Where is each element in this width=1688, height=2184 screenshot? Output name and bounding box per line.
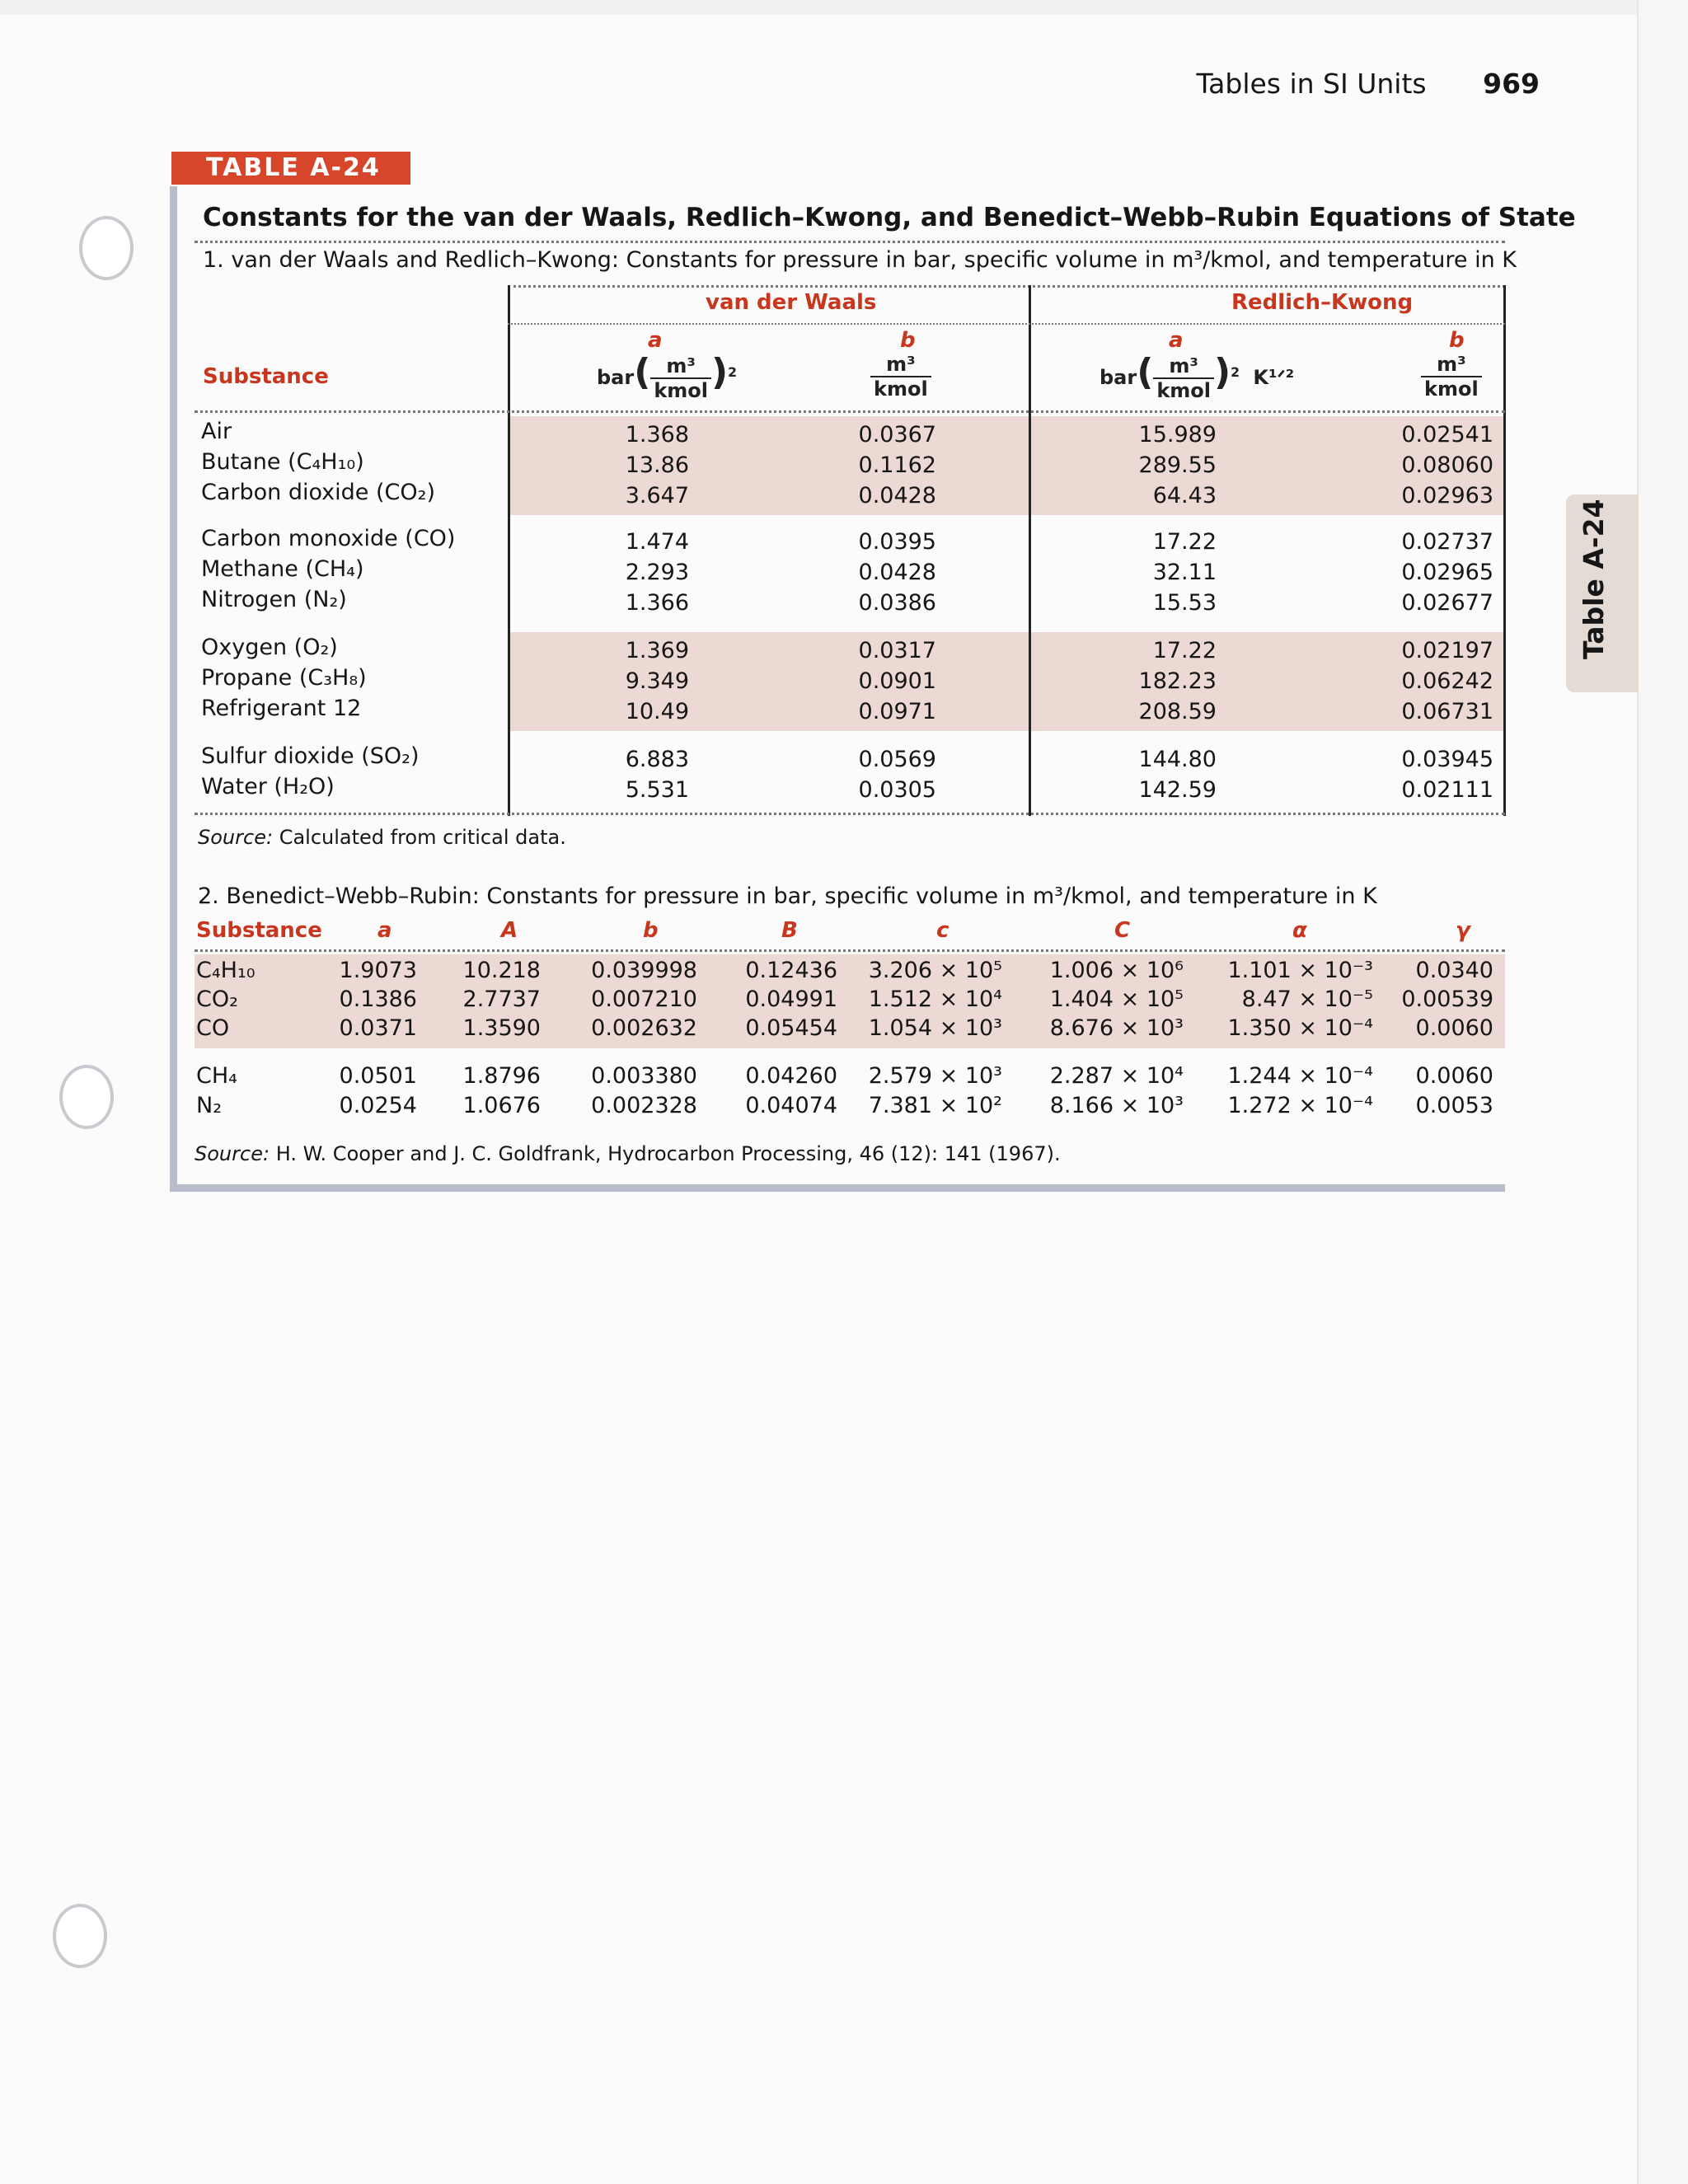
vdw-b-unit (870, 353, 931, 401)
group-rule (508, 323, 1505, 325)
section2-title: 2. Benedict–Webb–Rubin: Constants for pressure in bar, specific volume in m³/kmol, and temperature in K (198, 883, 1377, 909)
c-cell: 3.206 × 10⁵ (868, 958, 1002, 983)
rk-a-cell: 142.59 (1138, 777, 1217, 803)
col-A: A (501, 918, 518, 943)
substance-cell: Methane (CH₄) (201, 556, 364, 582)
substance-cell: Propane (C₃H₈) (201, 665, 367, 691)
rk-b-cell: 0.02677 (1401, 590, 1493, 616)
rk-a-cell: 17.22 (1152, 529, 1217, 555)
substance-cell: C₄H₁₀ (196, 958, 256, 983)
unit-bar: bar (597, 366, 635, 389)
gamma-cell: 0.0060 (1415, 1015, 1493, 1041)
B-cell: 0.04074 (745, 1093, 837, 1118)
B-cell: 0.04991 (745, 987, 837, 1012)
rk-a-cell: 144.80 (1138, 747, 1217, 772)
col-b: b (643, 918, 659, 943)
rk-a-symbol: a (1169, 328, 1184, 353)
group-vdw: van der Waals (706, 290, 877, 315)
gamma-cell: 0.0053 (1415, 1093, 1493, 1118)
side-tab-label: Table A-24 (1578, 499, 1610, 659)
A-cell: 10.218 (462, 958, 541, 983)
c-cell: 1.054 × 10³ (868, 1015, 1002, 1041)
col-substance: Substance (203, 364, 329, 389)
substance-cell: N₂ (196, 1093, 223, 1118)
vdw-b-cell: 0.1162 (858, 452, 936, 478)
vdw-b-symbol: b (900, 328, 916, 353)
substance-cell: Carbon monoxide (CO) (201, 526, 456, 551)
vdw-b-cell: 0.0428 (858, 560, 936, 585)
vdw-a-cell: 3.647 (625, 483, 689, 509)
vdw-a-unit: bar( $\frac{\text{m³}}{\text{kmol}}$ )$^2$ (597, 351, 737, 402)
alpha-cell: 1.244 × 10⁻⁴ (1227, 1063, 1373, 1089)
rk-b-cell: 0.02965 (1401, 560, 1493, 585)
A-cell: 2.7737 (462, 987, 541, 1012)
table1-bottom-rule (195, 813, 1505, 815)
vdw-b-cell: 0.0367 (858, 422, 936, 448)
a-cell: 0.0254 (339, 1093, 417, 1118)
col-c: c (936, 918, 950, 943)
rk-b-cell: 0.08060 (1401, 452, 1493, 478)
rk-b-cell: 0.06731 (1401, 699, 1493, 724)
unit-k: K¹ᐟ² (1253, 366, 1295, 389)
page-edge-right (1637, 0, 1688, 2184)
source-1 (198, 826, 566, 849)
b-cell: 0.002328 (591, 1093, 697, 1118)
rk-b-symbol: b (1449, 328, 1465, 353)
binder-hole-top (79, 216, 134, 280)
vdw-a-cell: 2.293 (625, 560, 689, 585)
b-cell: 0.003380 (591, 1063, 697, 1089)
source-2 (195, 1142, 1061, 1165)
C-cell: 1.404 × 10⁵ (1049, 987, 1184, 1012)
substance-cell: Air (201, 419, 232, 444)
caption-rule (195, 241, 1505, 243)
vdw-b-cell: 0.0305 (858, 777, 936, 803)
vdw-b-cell: 0.0428 (858, 483, 936, 509)
rk-a-cell: 182.23 (1138, 668, 1217, 694)
binder-hole-bottom (53, 1904, 107, 1968)
vdw-b-cell: 0.0901 (858, 668, 936, 694)
vdw-a-cell: 1.369 (625, 638, 689, 663)
c-cell: 2.579 × 10³ (868, 1063, 1002, 1089)
scan-top-edge (0, 0, 1688, 15)
gamma-cell: 0.0340 (1415, 958, 1493, 983)
substance-cell: Butane (C₄H₁₀) (201, 449, 364, 475)
substance-cell: CH₄ (196, 1063, 237, 1089)
running-header-title: Tables in SI Units (1196, 68, 1427, 100)
vdw-a-cell: 1.368 (625, 422, 689, 448)
c-cell: 7.381 × 10² (868, 1093, 1002, 1118)
alpha-cell: 1.272 × 10⁻⁴ (1227, 1093, 1373, 1118)
rk-a-cell: 17.22 (1152, 638, 1217, 663)
page-number: 969 (1483, 68, 1540, 100)
unit-kmol: kmol (1424, 377, 1479, 401)
section1-title: 1. van der Waals and Redlich–Kwong: Constants for pressure in bar, specific volume in m³/kmol, and temperature in K (203, 247, 1517, 273)
rk-a-cell: 64.43 (1152, 483, 1217, 509)
C-cell: 2.287 × 10⁴ (1049, 1063, 1184, 1089)
substance-cell: Oxygen (O₂) (201, 635, 338, 660)
vdw-a-cell: 10.49 (625, 699, 689, 724)
b-cell: 0.007210 (591, 987, 697, 1012)
rk-b-cell: 0.06242 (1401, 668, 1493, 694)
vdw-b-cell: 0.0395 (858, 529, 936, 555)
col-gamma: γ (1456, 918, 1470, 943)
rk-a-cell: 289.55 (1138, 452, 1217, 478)
rk-b-unit (1421, 353, 1482, 401)
divider-vdw (508, 285, 510, 816)
vdw-rk-table (195, 282, 1505, 816)
table1-top-rule (508, 285, 1505, 288)
source-label: Source: (198, 826, 274, 849)
unit-kmol: kmol (654, 379, 709, 402)
rk-a-cell: 32.11 (1152, 560, 1217, 585)
rk-b-cell: 0.02737 (1401, 529, 1493, 555)
substance-cell: Water (H₂O) (201, 774, 335, 799)
alpha-cell: 8.47 × 10⁻⁵ (1241, 987, 1373, 1012)
col-B: B (781, 918, 798, 943)
rk-b-cell: 0.03945 (1401, 747, 1493, 772)
alpha-cell: 1.101 × 10⁻³ (1227, 958, 1373, 983)
c-cell: 1.512 × 10⁴ (868, 987, 1002, 1012)
substance-cell: CO (196, 1015, 230, 1041)
B-cell: 0.04260 (745, 1063, 837, 1089)
b-cell: 0.039998 (591, 958, 697, 983)
unit-m3: m³ (870, 353, 931, 377)
substance-cell: Refrigerant 12 (201, 696, 362, 721)
rk-b-cell: 0.02541 (1401, 422, 1493, 448)
substance-cell: Carbon dioxide (CO₂) (201, 480, 435, 505)
rk-a-cell: 15.989 (1138, 422, 1217, 448)
C-cell: 8.676 × 10³ (1049, 1015, 1184, 1041)
substance-cell: Sulfur dioxide (SO₂) (201, 743, 420, 769)
vdw-b-cell: 0.0971 (858, 699, 936, 724)
vdw-b-cell: 0.0386 (858, 590, 936, 616)
divider-right (1503, 285, 1506, 816)
gamma-cell: 0.0060 (1415, 1063, 1493, 1089)
col-alpha: α (1292, 918, 1307, 943)
bwr-header-rule (195, 949, 1505, 952)
vdw-b-cell: 0.0317 (858, 638, 936, 663)
A-cell: 1.3590 (462, 1015, 541, 1041)
unit-kmol: kmol (874, 377, 928, 401)
unit-m3: m³ (650, 354, 711, 379)
rk-a-cell: 208.59 (1138, 699, 1217, 724)
B-cell: 0.12436 (745, 958, 837, 983)
group-rk: Redlich–Kwong (1231, 290, 1414, 315)
gamma-cell: 0.00539 (1401, 987, 1493, 1012)
unit-m3: m³ (1421, 353, 1482, 377)
unit-bar: bar (1100, 366, 1137, 389)
A-cell: 1.0676 (462, 1093, 541, 1118)
vdw-a-cell: 9.349 (625, 668, 689, 694)
vdw-a-cell: 1.474 (625, 529, 689, 555)
C-cell: 1.006 × 10⁶ (1049, 958, 1184, 983)
C-cell: 8.166 × 10³ (1049, 1093, 1184, 1118)
substance-cell: Nitrogen (N₂) (201, 587, 347, 612)
rk-a-cell: 15.53 (1152, 590, 1217, 616)
col-a: a (377, 918, 392, 943)
b-cell: 0.002632 (591, 1015, 697, 1041)
A-cell: 1.8796 (462, 1063, 541, 1089)
header-rule (195, 410, 1505, 413)
B-cell: 0.05454 (745, 1015, 837, 1041)
vdw-a-cell: 13.86 (625, 452, 689, 478)
binder-hole-middle (59, 1065, 114, 1129)
unit-kmol: kmol (1156, 379, 1212, 402)
col-C: C (1114, 918, 1131, 943)
a-cell: 0.0371 (339, 1015, 417, 1041)
table-badge: TABLE A-24 (171, 152, 410, 185)
divider-rk (1029, 285, 1031, 816)
a-cell: 1.9073 (339, 958, 417, 983)
a-cell: 0.1386 (339, 987, 417, 1012)
vdw-a-cell: 5.531 (625, 777, 689, 803)
unit-m3: m³ (1153, 354, 1214, 379)
source-text: Calculated from critical data. (279, 826, 566, 849)
substance-cell: CO₂ (196, 987, 238, 1012)
a-cell: 0.0501 (339, 1063, 417, 1089)
vdw-a-cell: 6.883 (625, 747, 689, 772)
rk-a-unit: bar( $\frac{\text{m³}}{\text{kmol}}$ )$^2$ K¹ᐟ² (1100, 351, 1295, 402)
col-substance: Substance (196, 918, 322, 943)
bwr-table (195, 915, 1505, 1137)
running-header (1196, 68, 1540, 100)
source-label: Source: (195, 1142, 270, 1165)
vdw-b-cell: 0.0569 (858, 747, 936, 772)
source-text: H. W. Cooper and J. C. Goldfrank, Hydrocarbon Processing, 46 (12): 141 (1967). (275, 1142, 1061, 1165)
rk-b-cell: 0.02963 (1401, 483, 1493, 509)
side-tab (1566, 494, 1639, 692)
rk-b-cell: 0.02111 (1401, 777, 1493, 803)
vdw-a-symbol: a (648, 328, 663, 353)
alpha-cell: 1.350 × 10⁻⁴ (1227, 1015, 1373, 1041)
rk-b-cell: 0.02197 (1401, 638, 1493, 663)
table-caption: Constants for the van der Waals, Redlich–Kwong, and Benedict–Webb–Rubin Equations of State (203, 203, 1576, 232)
vdw-a-cell: 1.366 (625, 590, 689, 616)
